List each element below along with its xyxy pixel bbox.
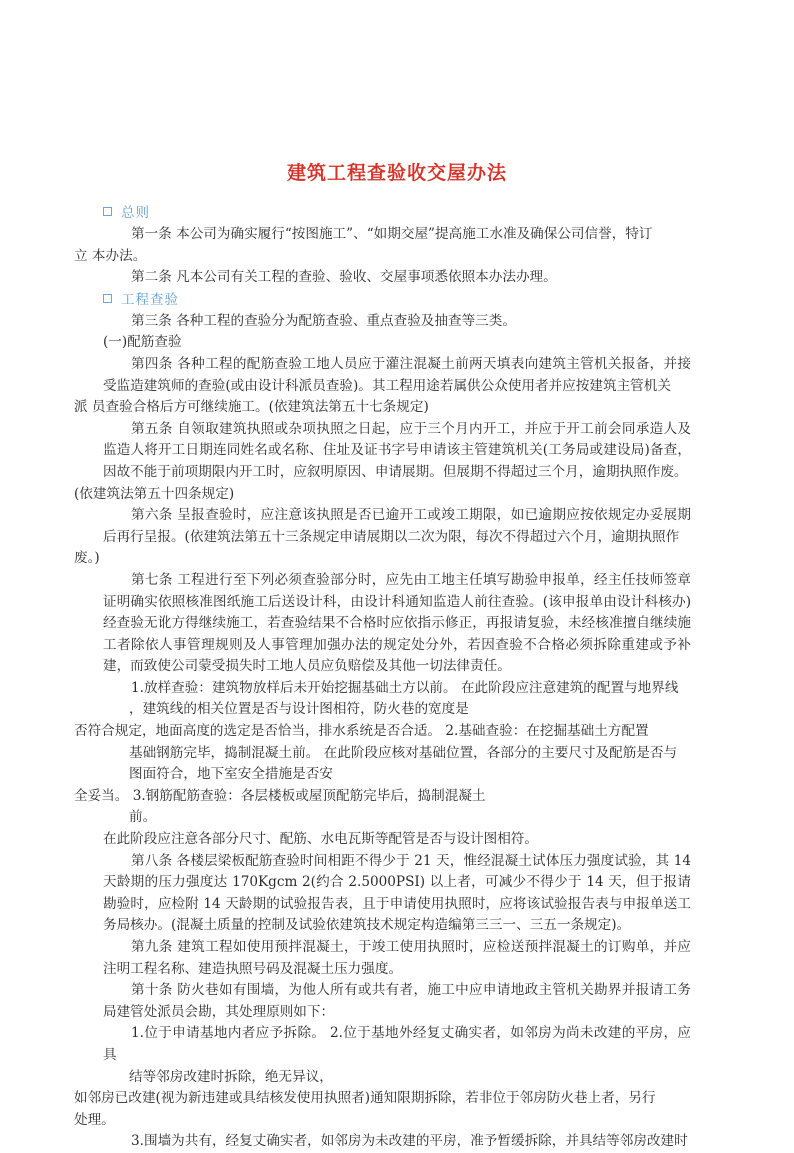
paragraph-article-7-item-1-cont: ，建筑线的相关位置是否与设计图相符，防火巷的宽度是 [129, 701, 469, 718]
paragraph-article-7-item-2: 否符合规定，地面高度的选定是否恰当，排水系统是否合适。 2.基础查验：在挖掘基础土方配置 [74, 723, 649, 740]
document-body [74, 203, 720, 1153]
section-heading-general-label: 总则 [121, 205, 150, 221]
paragraph-article-1: 第一条 本公司为确实履行“按图施工”、“如期交屋”提高施工水准及确保公司信誉，特订 [131, 226, 653, 242]
paragraph-article-7-item-2-cont: 基础钢筋完毕，捣制混凝土前。 在此阶段应核对基础位置，各部分的主要尺寸及配筋是否与 [129, 744, 678, 761]
checkbox-square-icon [103, 207, 112, 216]
paragraph-article-7-item-3: 全妥当。 3.钢筋配筋查验：各层楼板或屋顶配筋完毕后，捣制混凝土 [74, 787, 486, 804]
section-heading-inspection-label: 工程查验 [121, 291, 179, 308]
section-heading-general [74, 203, 720, 224]
paragraph-article-10-item-2: 如邻房已改建(视为新违建或具结核发使用执照者)通知限期拆除，若非位于邻房防火巷上者，另行 [74, 1090, 656, 1107]
paragraph-article-3-sub: (一)配筋查验 [103, 334, 182, 351]
paragraph-article-6-cont: 废。) [74, 550, 100, 567]
paragraph-article-5: 第五条 自领取建筑执照或杂项执照之日起，应于三个月内开工，并应于开工前会同承造人及监造人将开工日期连同姓名或名称、住址及证书字号申请该主管建筑机关(工务局或建设局)备查，因故不能于前项期限内开工时，应叙明原因、申请展期。但展期不得超过三个月，逾期执照作废。 [103, 420, 691, 480]
paragraph-article-5-cont: (依建筑法第五十四条规定) [74, 485, 235, 502]
paragraph-article-4-cont: 派 员查验合格后方可继续施工。(依建筑法第五十七条规定) [74, 399, 429, 416]
paragraph-article-4: 第四条 各种工程的配筋查验工地人员应于灌注混凝土前两天填表向建筑主管机关报备，并接受监造建筑师的查验(或由设计科派员查验)。其工程用途若属供公众使用者并应按建筑主管机关 [103, 355, 691, 394]
paragraph-article-6: 第六条 呈报查验时，应注意该执照是否已逾开工或竣工期限，如已逾期应按依规定办妥展期后再行呈报。(依建筑法第五十三条规定申请展期以二次为限，每次不得超过六个月，逾期执照作 [103, 507, 691, 545]
paragraph-article-7-item-3-cont: 前。 [129, 809, 157, 826]
paragraph-article-7: 第七条 工程进行至下列必须查验部分时，应先由工地主任填写勘验申报单，经主任技师签章 证明确实依照核准图纸施工后送设计科，由设计科通知监造人前往查验。(该申报单由设计科核办) 经查验无讹方得继续施工，若查验结果不合格时应依指示修正，再报请复验，未经核准擅自继续施 工者除依人事管理规则及人事管理加强办法的规定处分外，若因查验不合格必须拆除重建或予补建，而致使公司蒙受损失时工地人员应负赔偿及其他一切法律责任。 [103, 571, 691, 675]
paragraph-article-7-item-2-cont2: 图面符合，地下室安全措施是否安 [129, 766, 333, 783]
section-heading-inspection [74, 290, 720, 311]
page-title: 建筑工程查验收交屋办法 [286, 162, 507, 184]
paragraph-article-7-item-1: 1.放样查验：建筑物放样后未开始挖掘基础土方以前。 在此阶段应注意建筑的配置与地界线 [131, 679, 679, 696]
paragraph-article-10-item-2-cont: 处理。 [74, 1111, 115, 1128]
paragraph-article-2: 第二条 凡本公司有关工程的查验、验收、交屋事项悉依照本办法办理。 [131, 269, 557, 286]
paragraph-article-10: 第十条 防火巷如有围墙，为他人所有或共有者，施工中应申请地政主管机关勘界并报请工务局建管处派员会勘，其处理原则如下： [103, 982, 691, 1020]
paragraph-article-7-item-3-cont2: 在此阶段应注意各部分尺寸、配筋、水电瓦斯等配管是否与设计图相符。 [103, 831, 538, 848]
paragraph-article-10-item-1: 1.位于申请基地内者应予拆除。 2.位于基地外经复丈确实者，如邻房为尚未改建的平房，应具 [103, 1025, 691, 1063]
paragraph-article-9: 第九条 建筑工程如使用预拌混凝土，于竣工使用执照时，应检送预拌混凝土的订购单，并应注明工程名称、建造执照号码及混凝土压力强度。 [103, 939, 691, 977]
checkbox-square-icon [103, 294, 112, 303]
paragraph-article-10-item-3: 3.围墙为共有，经复丈确实者，如邻房为未改建的平房，准予暂缓拆除，并具结等邻房改建时 [131, 1133, 688, 1150]
paragraph-article-1-cont: 立 本办法。 [74, 247, 147, 264]
paragraph-article-3: 第三条 各种工程的查验分为配筋查验、重点查验及抽查等三类。 [131, 312, 516, 329]
paragraph-article-10-item-1-cont: 结等邻房改建时拆除，绝无异议， [129, 1068, 333, 1085]
paragraph-article-8: 第八条 各楼层梁板配筋查验时间相距不得少于 21 天，惟经混凝土试体压力强度试验，其 14 天龄期的压力强度达 170Kgcm 2(约合 2.5000PSI) 以上者，可减少不得少于 14 天，但于报请勘验时，应检附 14 天龄期的试验报告表，且于申请使用执照时，应将该试验报告表与申报单送工务局核办。(混凝土质量的控制及试验依建筑技术规定构造编第三三一、三五一条规定)。 [103, 852, 691, 934]
